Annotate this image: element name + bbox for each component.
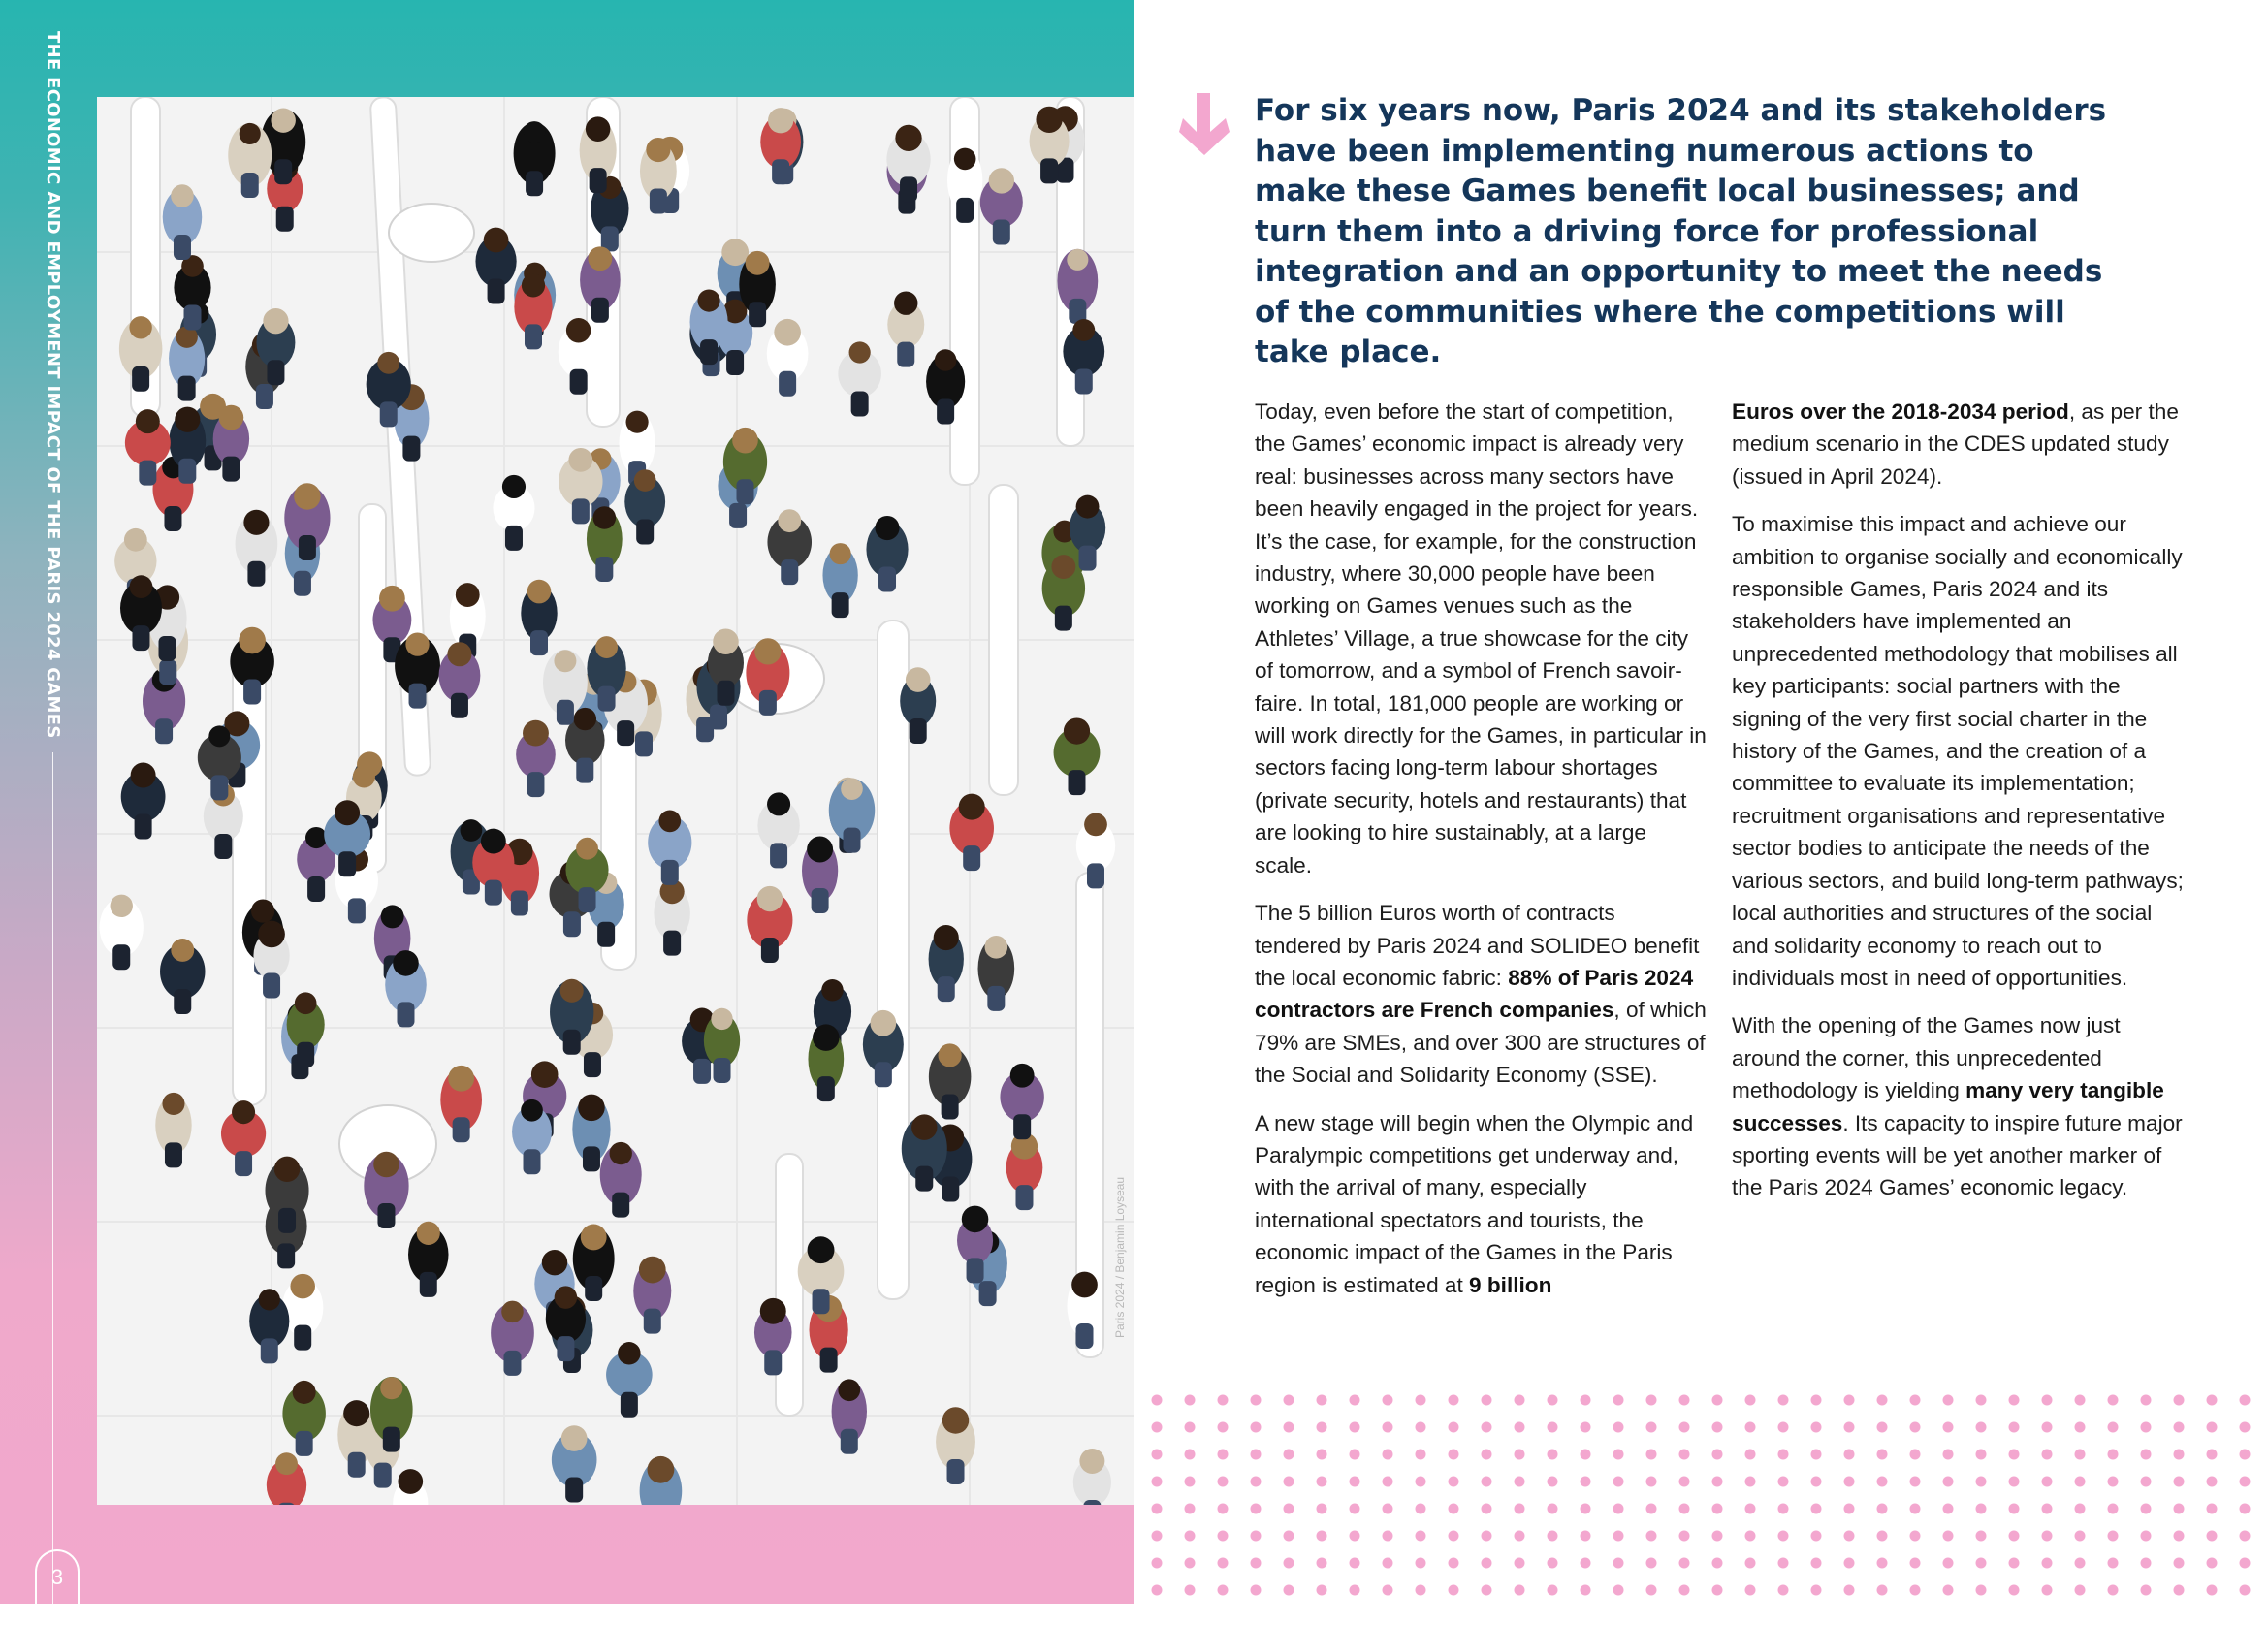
page-number: 3 [35,1549,80,1604]
col2-paragraph-3: With the opening of the Games now just around the corner, this unprecedented methodology is yielding many very tangible successes. Its capacity to inspire future major sporting events will be yet another marker of the Paris 2024 Games’ economic legacy. [1732,1013,2183,1200]
body-column-left [1255,396,1707,1317]
col2-paragraph-1: Euros over the 2018-2034 period, as per the medium scenario in the CDES updated study (issued in April 2024). [1732,399,2179,489]
arrow-down-icon [1177,93,1231,161]
crowd-photo [97,97,1134,1505]
photo-credit: Paris 2024 / Benjamin Loyseau [1113,1176,1127,1338]
col1-paragraph-2: The 5 billion Euros worth of contracts tendered by Paris 2024 and SOLIDEO benefit the local economic fabric: 88% of Paris 2024 contractors are French companies, of which 79% are SMEs, and over 300 are structures of the Social and Solidarity Economy (SSE). [1255,901,1707,1088]
side-running-title [43,31,63,1625]
col2-paragraph-2: To maximise this impact and achieve our ambition to organise socially and economically responsible Games, Paris 2024 and its stakeholders have implemented an unprecedented methodology that mobilises all key participants: social partners with the signing of the very first social charter in the history of the Games, and the creation of a committee to evaluate its implementation; recruitment organisations and representative sector bodies to anticipate the needs of the various sectors, and build long-term pathways; local authorities and structures of the social and solidarity economy to reach out to individuals most in need of opportunities. [1732,512,2184,990]
headline: For six years now, Paris 2024 and its stakeholders have been implementing numerous actions to make these Games benefit local businesses; and turn them into a driving force for professional integration and an opportunity to meet the needs of the communities where the competitions will take place. [1255,93,2107,369]
side-rule-line [52,752,53,1625]
dot-pattern [1140,1386,2268,1604]
col1-paragraph-1: Today, even before the start of competition, the Games’ economic impact is already very real: businesses across many sectors have been heavily engaged in the project for years. It’s the case, for example, for the construction industry, where 30,000 people have been working on Games venues such as the Athletes’ Village, a true showcase for the city of tomorrow, and a symbol of French savoir-faire. In total, 181,000 people are working or will work directly for the Games, in particular in sectors facing long-term labour shortages (private security, hotels and restaurants) that are looking to hire sustainably, at a large scale. [1255,399,1707,877]
side-title-text: THE ECONOMIC AND EMPLOYMENT IMPACT OF THE PARIS 2024 GAMES [43,31,63,739]
col1-paragraph-3: A new stage will begin when the Olympic and Paralympic competitions get underway and, with the arrival of many, especially international spectators and tourists, the economic impact of the Games in the Paris region is estimated at 9 billion [1255,1110,1694,1297]
body-column-right [1732,396,2188,1220]
